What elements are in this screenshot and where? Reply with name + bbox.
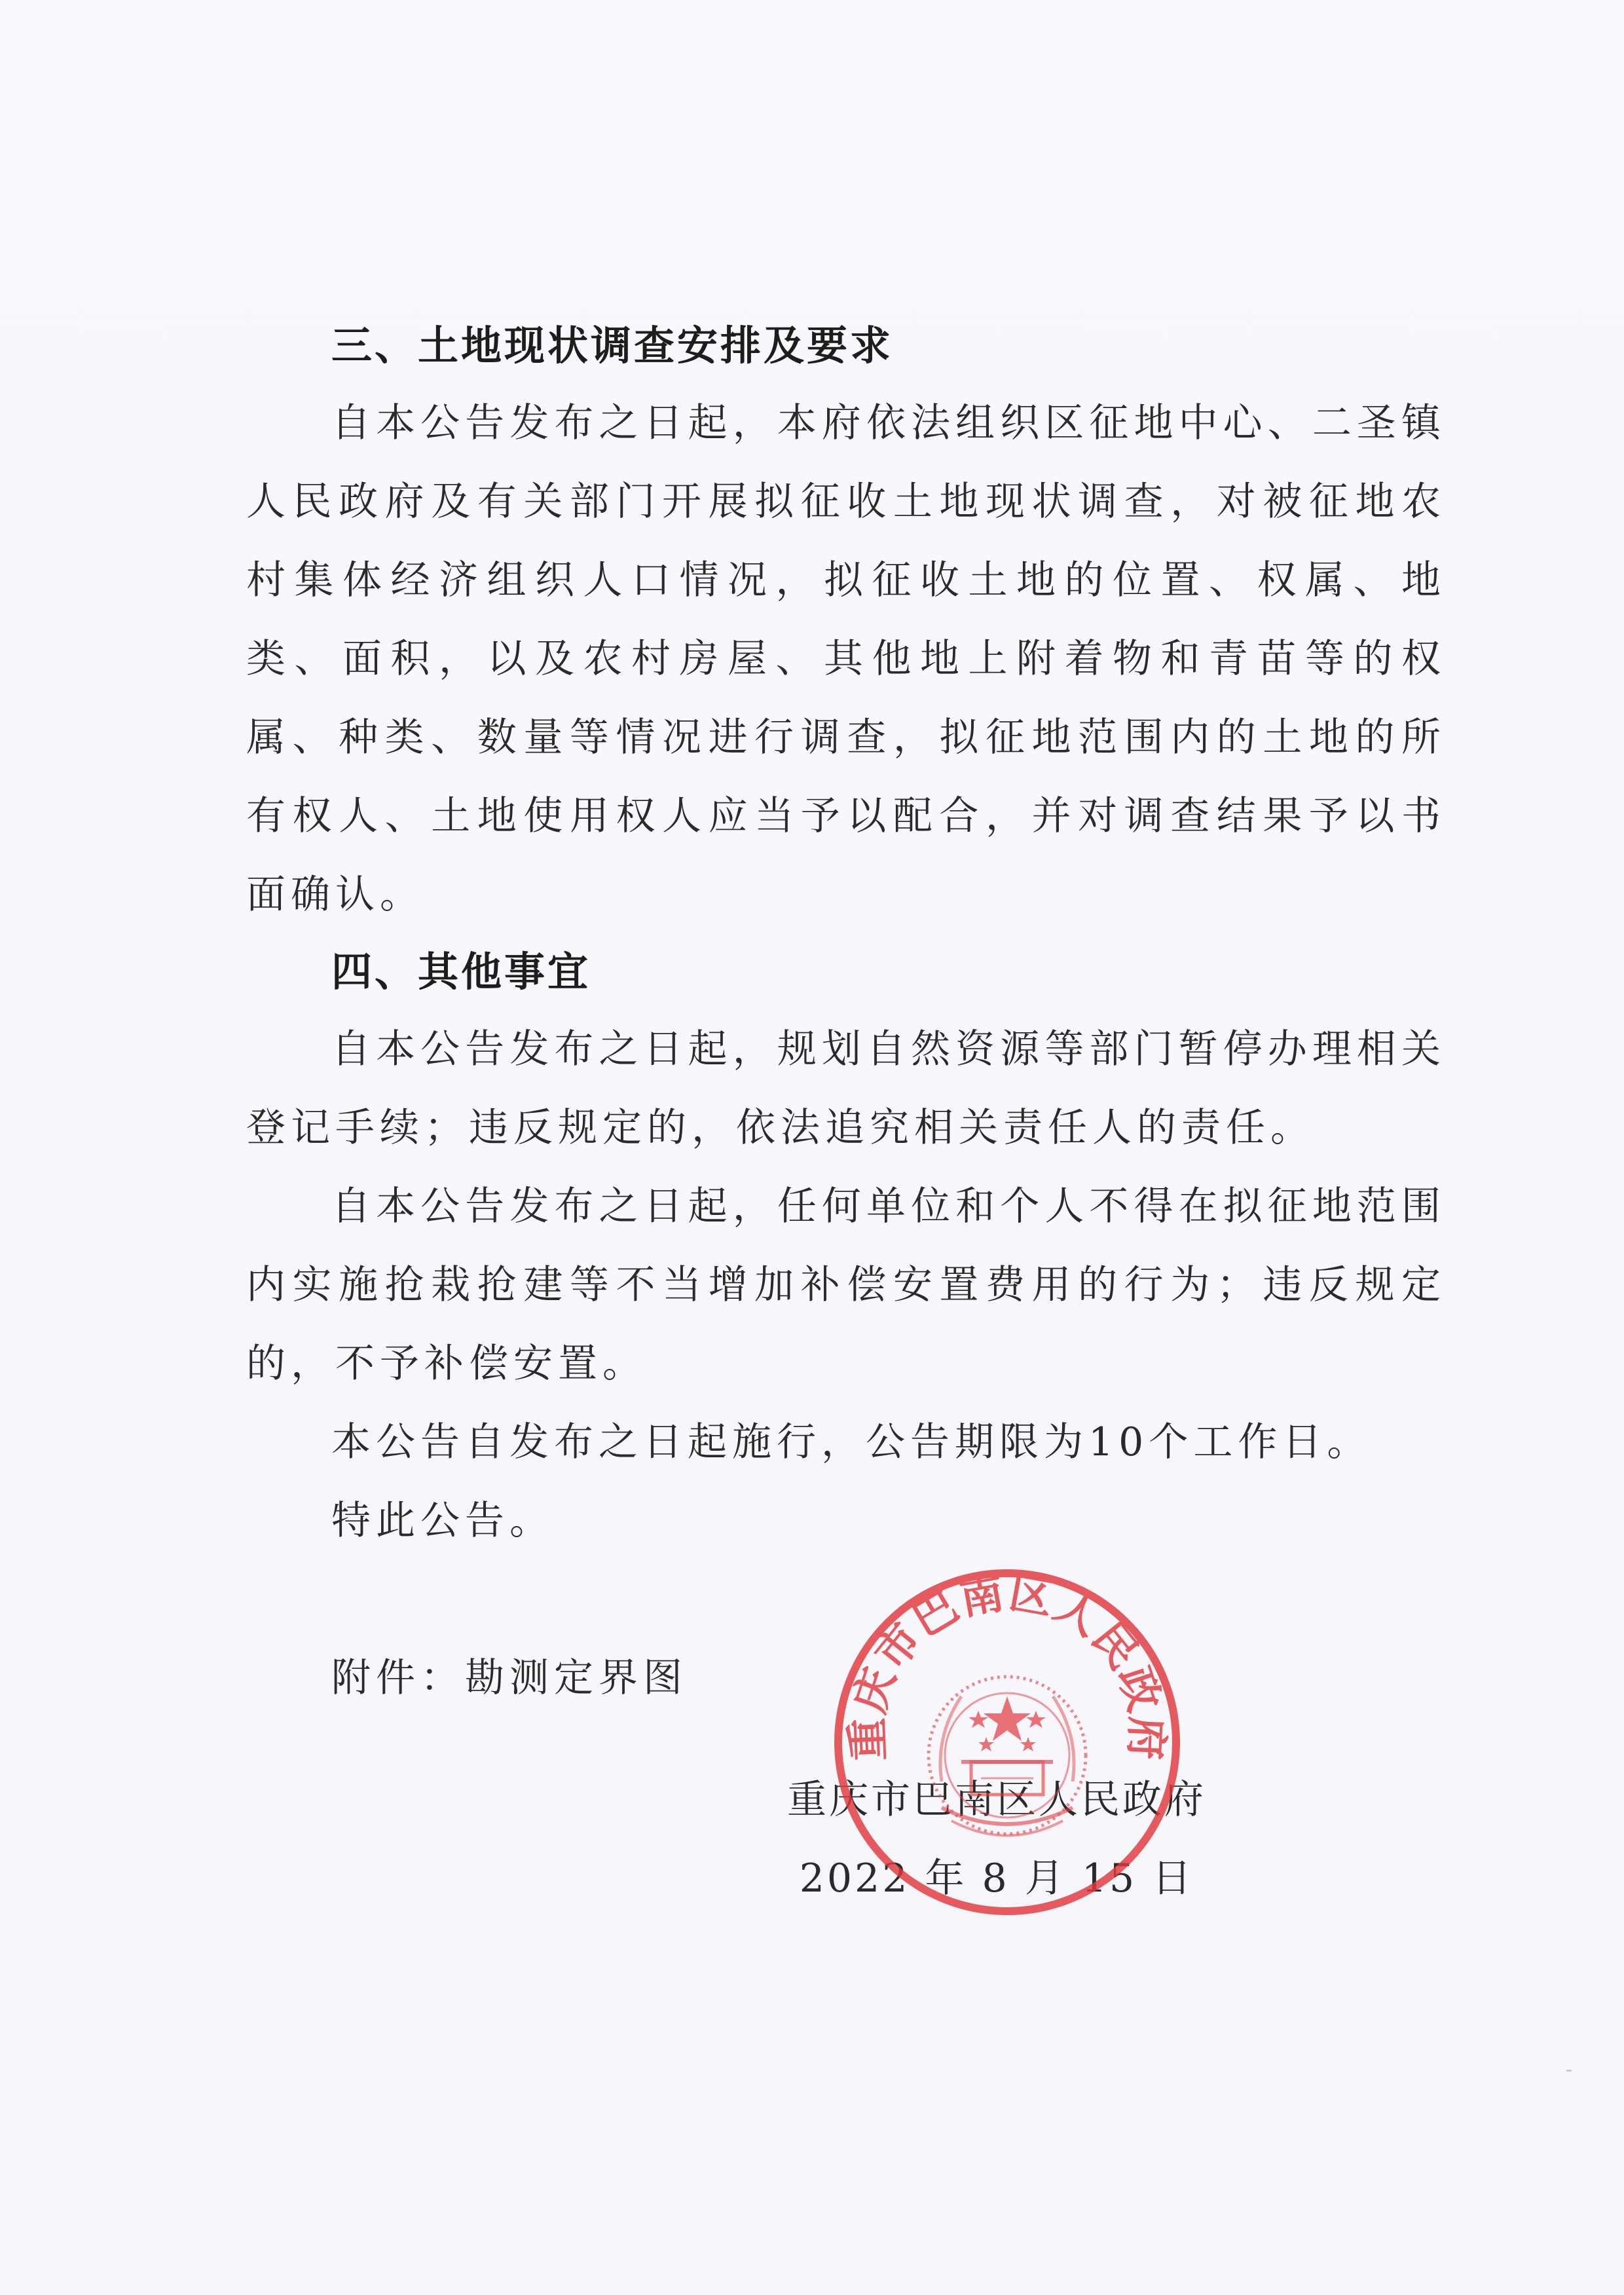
svg-text:重庆市巴南区人民政府 [842, 1567, 1172, 1762]
section-3-heading: 三、土地现状调查安排及要求 [331, 322, 894, 369]
section-4-heading: 四、其他事宜 [331, 948, 591, 996]
section-4-paragraph-3: 本公告自发布之日起施行，公告期限为10个工作日。 [331, 1419, 1372, 1465]
scan-artifact [1566, 2070, 1572, 2072]
section-4-paragraph-4: 特此公告。 [331, 1498, 554, 1544]
seal-text: 重庆市巴南区人民政府 [841, 1567, 1173, 1763]
issue-date: 2022 年 8 月 15 日 [799, 1856, 1194, 1901]
document-body [246, 308, 1446, 1717]
section-4-paragraph-1: 自本公告发布之日起，规划自然资源等部门暂停办理相关登记手续；违反规定的，依法追究相关责任人的责任。 [246, 1026, 1446, 1151]
section-3-paragraph: 自本公告发布之日起，本府依法组织区征地中心、二圣镇人民政府及有关部门开展拟征收土地现状调查，对被征地农村集体经济组织人口情况，拟征收土地的位置、权属、地类、面积，以及农村房屋、其他地上附着物和青苗等的权属、种类、数量等情况进行调查，拟征地范围内的土地的所有权人、土地使用权人应当予以配合，并对调查结果予以书面确认。 [246, 400, 1446, 918]
official-seal [830, 1565, 1184, 1919]
issuer-name: 重庆市巴南区人民政府 [787, 1777, 1206, 1823]
section-4-paragraph-2: 自本公告发布之日起，任何单位和个人不得在拟征地范围内实施抢栽抢建等不当增加补偿安置费用的行为；违反规定的，不予补偿安置。 [246, 1184, 1446, 1387]
attachment-note: 附件：勘测定界图 [331, 1655, 688, 1701]
seal-icon [830, 1565, 1184, 1919]
